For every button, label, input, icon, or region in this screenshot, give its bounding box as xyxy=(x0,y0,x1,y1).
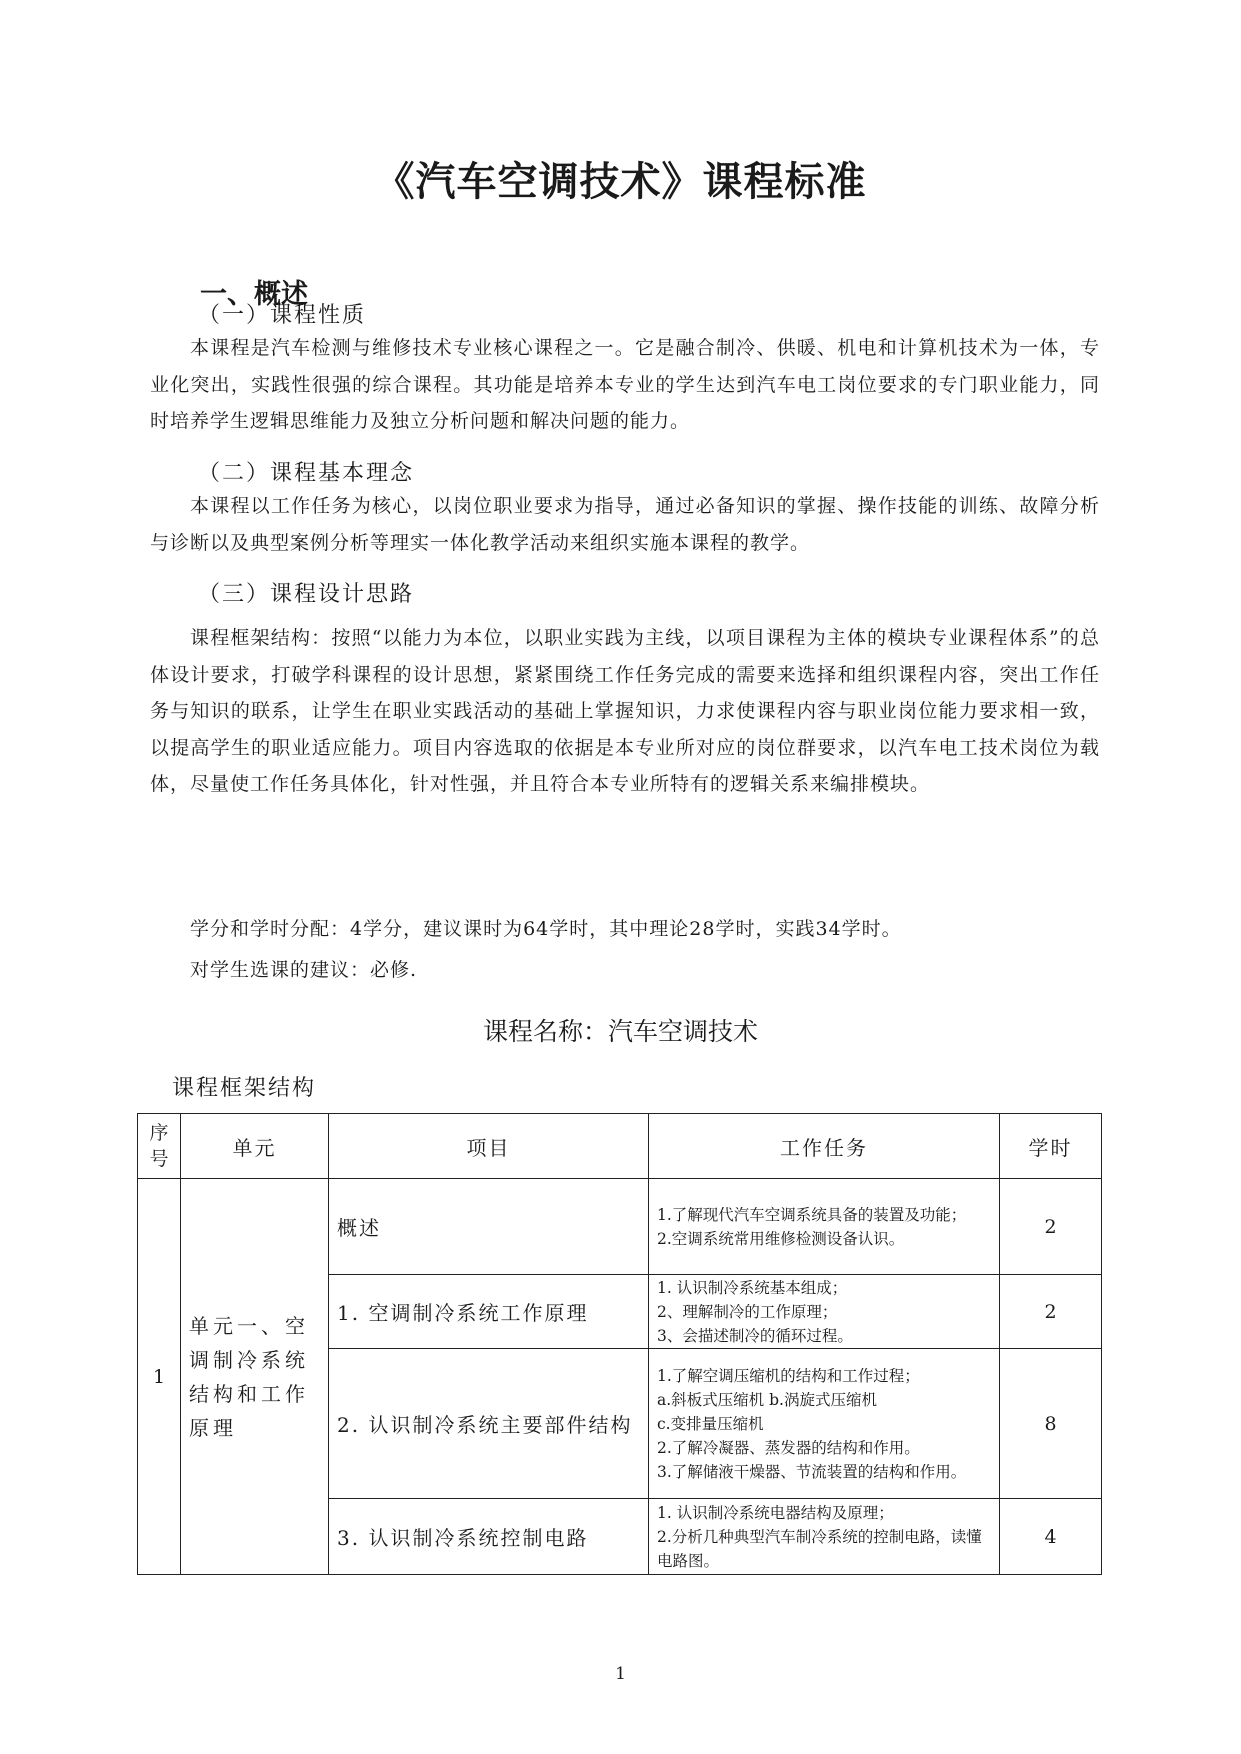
paragraph-course-nature: 本课程是汽车检测与维修技术专业核心课程之一。它是融合制冷、供暖、机电和计算机技术为一体，专业化突出，实践性很强的综合课程。其功能是培养本专业的学生达到汽车电工岗位要求的专门职业能力，同时培养学生逻辑思维能力及独立分析问题和解决问题的能力。 xyxy=(150,337,1100,432)
seq-cell: 1 xyxy=(138,1179,181,1575)
header-tasks: 工作任务 xyxy=(649,1114,1000,1179)
table-caption: 课程框架结构 xyxy=(172,1076,317,1101)
subsection-heading-nature: （一）课程性质 xyxy=(198,303,367,328)
task-cell xyxy=(649,1499,1000,1575)
course-framework-table xyxy=(137,1113,1102,1575)
task-line: 2.空调系统常用维修检测设备认识。 xyxy=(657,1229,905,1248)
task-line: 2、理解制冷的工作原理； xyxy=(657,1302,838,1321)
task-line: 1.了解现代汽车空调系统具备的装置及功能； xyxy=(657,1205,967,1224)
header-hours: 学时 xyxy=(1000,1114,1102,1179)
task-line: 3、会描述制冷的循环过程。 xyxy=(657,1326,853,1345)
page-number: 1 xyxy=(615,1664,626,1684)
table-row xyxy=(138,1179,1102,1275)
project-cell: 2. 认识制冷系统主要部件结构 xyxy=(329,1349,649,1499)
header-unit: 单元 xyxy=(181,1114,329,1179)
task-line: 2.了解冷凝器、蒸发器的结构和作用。 xyxy=(657,1438,920,1457)
subsection-heading-philosophy: （二）课程基本理念 xyxy=(198,461,415,486)
task-line: 1. 认识制冷系统电器结构及原理； xyxy=(657,1503,894,1522)
project-cell: 1. 空调制冷系统工作原理 xyxy=(329,1275,649,1349)
hours-cell: 8 xyxy=(1000,1349,1102,1499)
paragraph-course-design: 课程框架结构：按照“以能力为本位，以职业实践为主线，以项目课程为主体的模块专业课程体系”的总体设计要求，打破学科课程的设计思想，紧紧围绕工作任务完成的需要来选择和组织课程内容，突出工作任务与知识的联系，让学生在职业实践活动的基础上掌握知识，力求使课程内容与职业岗位能力要求相一致，以提高学生的职业适应能力。项目内容选取的依据是本专业所对应的岗位群要求，以汽车电工技术岗位为载体，尽量使工作任务具体化，针对性强，并且符合本专业所特有的逻辑关系来编排模块。 xyxy=(150,627,1100,795)
subsection-heading-design: （三）课程设计思路 xyxy=(198,582,415,607)
table-header-row xyxy=(138,1114,1102,1179)
task-line: 1. 认识制冷系统基本组成； xyxy=(657,1278,848,1297)
document-title: 《汽车空调技术》课程标准 xyxy=(374,159,867,205)
unit-cell: 单元一、空调制冷系统结构和工作原理 xyxy=(181,1179,329,1575)
task-line: 1.了解空调压缩机的结构和工作过程； xyxy=(657,1366,920,1385)
project-cell: 概述 xyxy=(329,1179,649,1275)
task-line: 3.了解储液干燥器、节流装置的结构和作用。 xyxy=(657,1462,967,1481)
hours-cell: 2 xyxy=(1000,1275,1102,1349)
project-cell: 3. 认识制冷系统控制电路 xyxy=(329,1499,649,1575)
task-line: 2.分析几种典型汽车制冷系统的控制电路，读懂电路图。 xyxy=(657,1527,982,1570)
task-cell xyxy=(649,1179,1000,1275)
hours-cell: 4 xyxy=(1000,1499,1102,1575)
header-project: 项目 xyxy=(329,1114,649,1179)
paragraph-course-philosophy: 本课程以工作任务为核心，以岗位职业要求为指导，通过必备知识的掌握、操作技能的训练、故障分析与诊断以及典型案例分析等理实一体化教学活动来组织实施本课程的教学。 xyxy=(150,495,1100,554)
header-seq: 序号 xyxy=(138,1114,181,1179)
task-cell xyxy=(649,1275,1000,1349)
task-cell xyxy=(649,1349,1000,1499)
hours-cell: 2 xyxy=(1000,1179,1102,1275)
task-line: c.变排量压缩机 xyxy=(657,1414,764,1433)
credits-line: 学分和学时分配：4学分，建议课时为64学时，其中理论28学时，实践34学时。 xyxy=(190,918,902,940)
task-line: a.斜板式压缩机 b.涡旋式压缩机 xyxy=(657,1390,877,1409)
course-name-heading: 课程名称：汽车空调技术 xyxy=(482,1017,758,1046)
selection-advice-line: 对学生选课的建议：必修. xyxy=(190,959,418,981)
section-heading-overview: 一、概述 xyxy=(200,279,308,310)
